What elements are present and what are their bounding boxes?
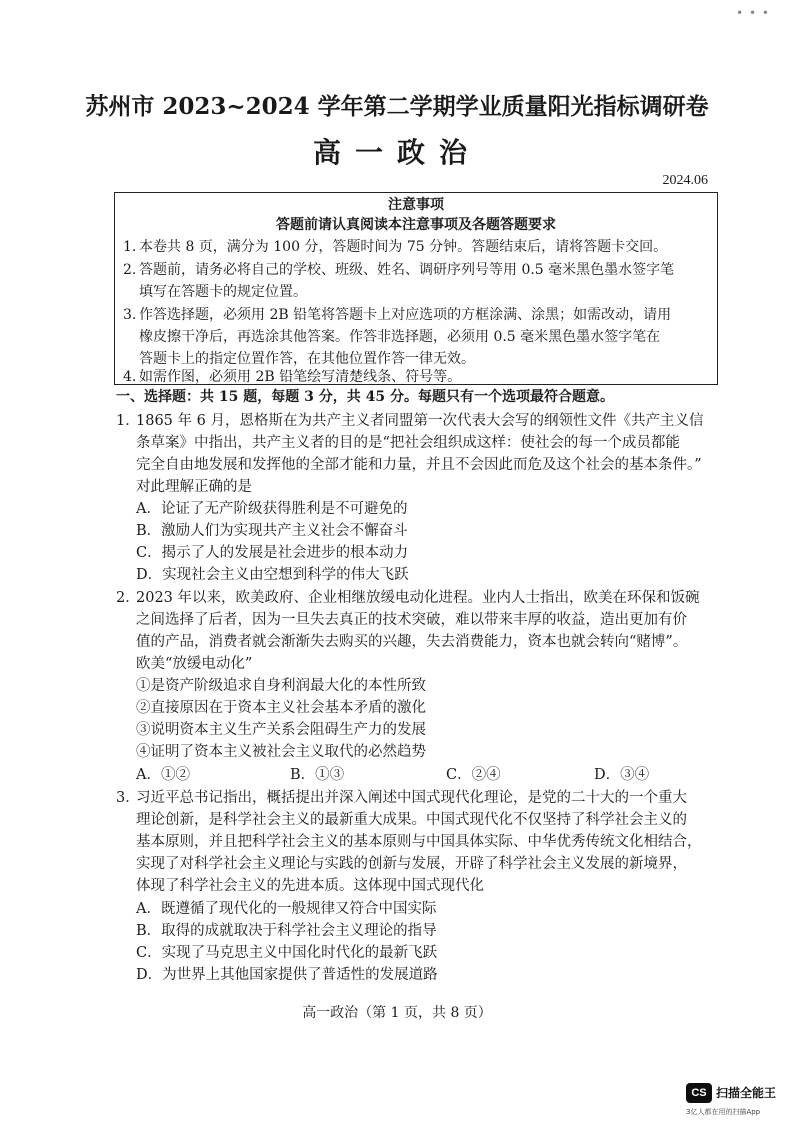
question-1-option-b: B．激励人们为实现共产主义社会不懈奋斗 [136,523,408,539]
question-3-option-d: D．为世界上其他国家提供了普适性的发展道路 [136,967,438,983]
notice-item-3: 3. 作答选择题，必须用 2B 铅笔将答题卡上对应选项的方框涂满、涂黑；如需改动，请用 橡皮擦干净后，再选涂其他答案。作答非选择题，必须用 0.5 毫米黑色墨水签字笔在 答题卡上的指定位置作答，在其他位置作答一律无效。 [123,307,672,367]
notice-subheading: 答题前请认真阅读本注意事项及各题答题要求 [276,217,556,233]
notice-item-2: 2. 答题前，请务必将自己的学校、班级、姓名、调研序列号等用 0.5 毫米黑色墨水签字笔 填写在答题卡的规定位置。 [123,262,675,300]
question-1-option-d: D．实现社会主义由空想到科学的伟大飞跃 [136,567,409,583]
exam-title: 苏州市 2023~2024 学年第二学期学业质量阳光指标调研卷 [85,93,709,120]
exam-subject: 高一政治 [312,136,481,169]
camscanner-logo-icon: CS [686,1083,712,1103]
question-2-choice-a: A．①② [136,767,190,783]
notice-heading: 注意事项 [388,197,444,213]
page-footer: 高一政治（第 1 页，共 8 页） [302,1005,492,1021]
exam-date: 2024.06 [662,173,708,188]
question-2: 2． 2023 年以来，欧美政府、企业相继放缓电动化进程。业内人士指出，欧美在环保和饭碗 之间选择了后者，因为一旦失去真正的技术突破，难以带来丰厚的收益，造出更加有价 值的产品，消费者就会渐渐失去购买的兴趣，失去消费能力，资本也就会转向“赌博”。 欧美“放缓电动化” [116,590,700,672]
corner-dots: • • • [736,6,770,20]
question-2-statement-4: ④证明了资本主义被社会主义取代的必然趋势 [136,744,426,760]
question-3-option-b: B．取得的成就取决于科学社会主义理论的指导 [136,923,437,939]
question-2-choice-b: B．①③ [290,767,345,783]
section-title: 一、选择题：共 15 题，每题 3 分，共 45 分。每题只有一个选项最符合题意。 [116,389,614,405]
question-1-option-a: A．论证了无产阶级获得胜利是不可避免的 [136,501,408,517]
question-2-statement-3: ③说明资本主义生产关系会阻碍生产力的发展 [136,722,426,738]
question-1: 1． 1865 年 6 月，恩格斯在为共产主义者同盟第一次代表大会写的纲领性文件《共产主义信 条草案》中指出，共产主义者的目的是“把社会组织成这样：使社会的每一个成员都能 完全自由地发展和发挥他的全部才能和力量，并且不会因此而危及这个社会的基本条件。” 对此理解正确的是 [116,413,704,495]
question-2-choice-c: C．②④ [446,767,501,783]
brand-tagline: 3亿人都在用的扫描App [686,1108,761,1116]
scanner-watermark [686,1083,790,1119]
question-2-choice-d: D．③④ [594,767,650,783]
notice-box [114,192,718,385]
brand-name: 扫描全能王 [716,1086,777,1100]
question-2-statement-2: ②直接原因在于资本主义社会基本矛盾的激化 [136,700,426,716]
question-3-option-a: A．既遵循了现代化的一般规律又符合中国实际 [136,901,437,917]
notice-item-4: 4. 如需作图，必须用 2B 铅笔绘写清楚线条、符号等。 [123,369,462,385]
question-1-option-c: C．揭示了人的发展是社会进步的根本动力 [136,545,409,561]
question-2-statement-1: ①是资产阶级追求自身利润最大化的本性所致 [136,678,426,694]
question-3-option-c: C．实现了马克思主义中国化时代化的最新飞跃 [136,945,438,961]
question-3: 3． 习近平总书记指出，概括提出并深入阐述中国式现代化理论，是党的二十大的一个重大 理论创新，是科学社会主义的最新重大成果。中国式现代化不仅坚持了科学社会主义的 基本原则，并且把科学社会主义的基本原则与中国具体实际、中华优秀传统文化相结合， 实现了对科学社会主义理论与实践的创新与发展，开辟了科学社会主义发展的新境界， 体现了科学社会主义的先进本质。这体现中国式现代化 [116,790,702,894]
notice-item-1: 1. 本卷共 8 页，满分为 100 分，答题时间为 75 分钟。答题结束后，请将答题卡交回。 [123,239,668,255]
